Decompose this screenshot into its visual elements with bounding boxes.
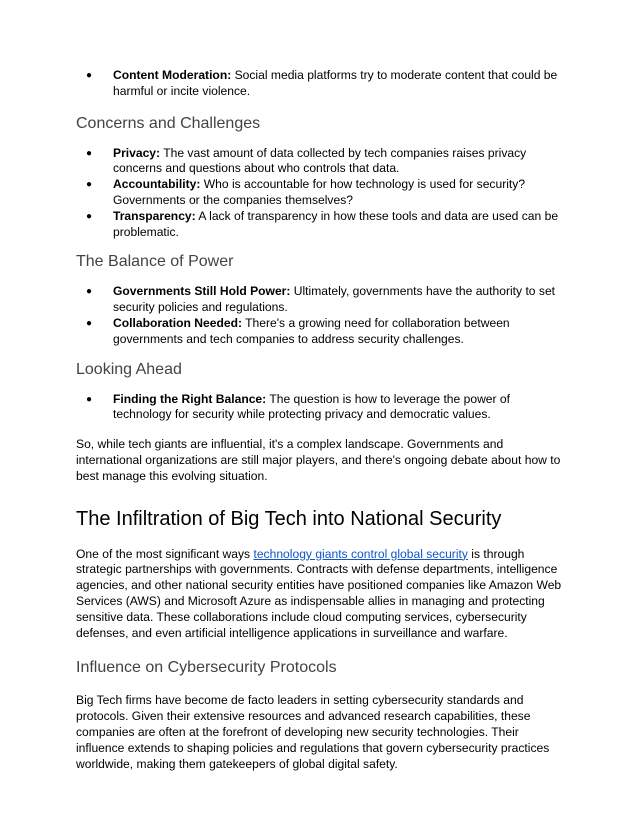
ahead-bullet-list bbox=[76, 392, 568, 424]
concerns-bullet-list bbox=[76, 146, 568, 241]
bullet-icon: ● bbox=[86, 70, 93, 81]
list-item-text: Ultimately, governments have the authority to set security policies and regulations. bbox=[113, 284, 556, 315]
list-item-text: The question is how to leverage the power of technology for security while protecting privacy and democratic values. bbox=[113, 391, 511, 422]
list-item bbox=[76, 68, 568, 100]
bullet-icon: ● bbox=[86, 210, 93, 222]
section-heading-cybersecurity: Influence on Cybersecurity Protocols bbox=[76, 659, 337, 677]
list-item-text: The vast amount of data collected by tech companies raises privacy concerns and questions about who controls that data. bbox=[113, 145, 527, 176]
bullet-icon: ● bbox=[86, 286, 93, 298]
section-heading-balance: The Balance of Power bbox=[76, 253, 234, 271]
bullet-icon: ● bbox=[86, 147, 93, 159]
bullet-icon: ● bbox=[86, 179, 93, 191]
list-item-term: Privacy: bbox=[113, 145, 161, 160]
list-item-term: Accountability: bbox=[113, 177, 201, 192]
list-item bbox=[76, 146, 568, 178]
balance-bullet-list bbox=[76, 284, 568, 347]
list-item bbox=[76, 177, 568, 209]
list-item-text: Social media platforms try to moderate content that could be harmful or incite violence. bbox=[113, 68, 558, 98]
bullet-icon: ● bbox=[86, 393, 93, 405]
list-item-text: There's a growing need for collaboration between governments and tech companies to address security challenges. bbox=[113, 315, 510, 346]
list-item bbox=[76, 392, 568, 424]
list-item-term: Transparency: bbox=[113, 208, 196, 223]
list-item bbox=[76, 209, 568, 241]
list-item bbox=[76, 284, 568, 316]
paragraph-text: One of the most significant ways bbox=[76, 546, 254, 561]
paragraph-text: is through strategic partnerships with governments. Contracts with defense departments, intelligence agencies, and other national security entities have positioned companies like Amazon Web Services (AWS) and Microsoft Azure as indispensable allies in managing and protecting sensitive data. These collaborations include cloud computing services, cybersecurity defenses, and even artificial intelligence applications in surveillance and warfare. bbox=[76, 546, 562, 640]
section-heading-infiltration: The Infiltration of Big Tech into National Security bbox=[76, 507, 502, 530]
list-item-text: A lack of transparency in how these tools and data are used can be problematic. bbox=[113, 208, 559, 239]
list-item-term: Collaboration Needed: bbox=[113, 315, 243, 330]
section-heading-concerns: Concerns and Challenges bbox=[76, 114, 261, 132]
list-item-term: Content Moderation: bbox=[113, 68, 232, 82]
document-body bbox=[76, 68, 568, 772]
technology-giants-link[interactable]: technology giants control global security bbox=[253, 546, 468, 561]
section-heading-looking-ahead: Looking Ahead bbox=[76, 360, 182, 378]
bullet-icon: ● bbox=[86, 317, 93, 329]
cybersecurity-paragraph: Big Tech firms have become de facto leaders in setting cybersecurity standards and protocols. Given their extensive resources and advanced research capabilities, these companies are often at the forefront of developing new security technologies. Their influence extends to shaping policies and regulations that govern cybersecurity practices worldwide, making them gatekeepers of global digital safety. bbox=[76, 693, 550, 771]
infiltration-paragraph bbox=[76, 547, 568, 642]
intro-bullet-list bbox=[76, 68, 568, 100]
list-item-term: Governments Still Hold Power: bbox=[113, 284, 291, 299]
list-item bbox=[76, 316, 568, 348]
summary-paragraph: So, while tech giants are influential, it's a complex landscape. Governments and international organizations are still major players, and there's ongoing debate about how to best manage this evolving situation. bbox=[76, 437, 561, 483]
list-item-term: Finding the Right Balance: bbox=[113, 391, 267, 406]
list-item-text: Who is accountable for how technology is used for security? Governments or the companies themselves? bbox=[113, 177, 526, 207]
